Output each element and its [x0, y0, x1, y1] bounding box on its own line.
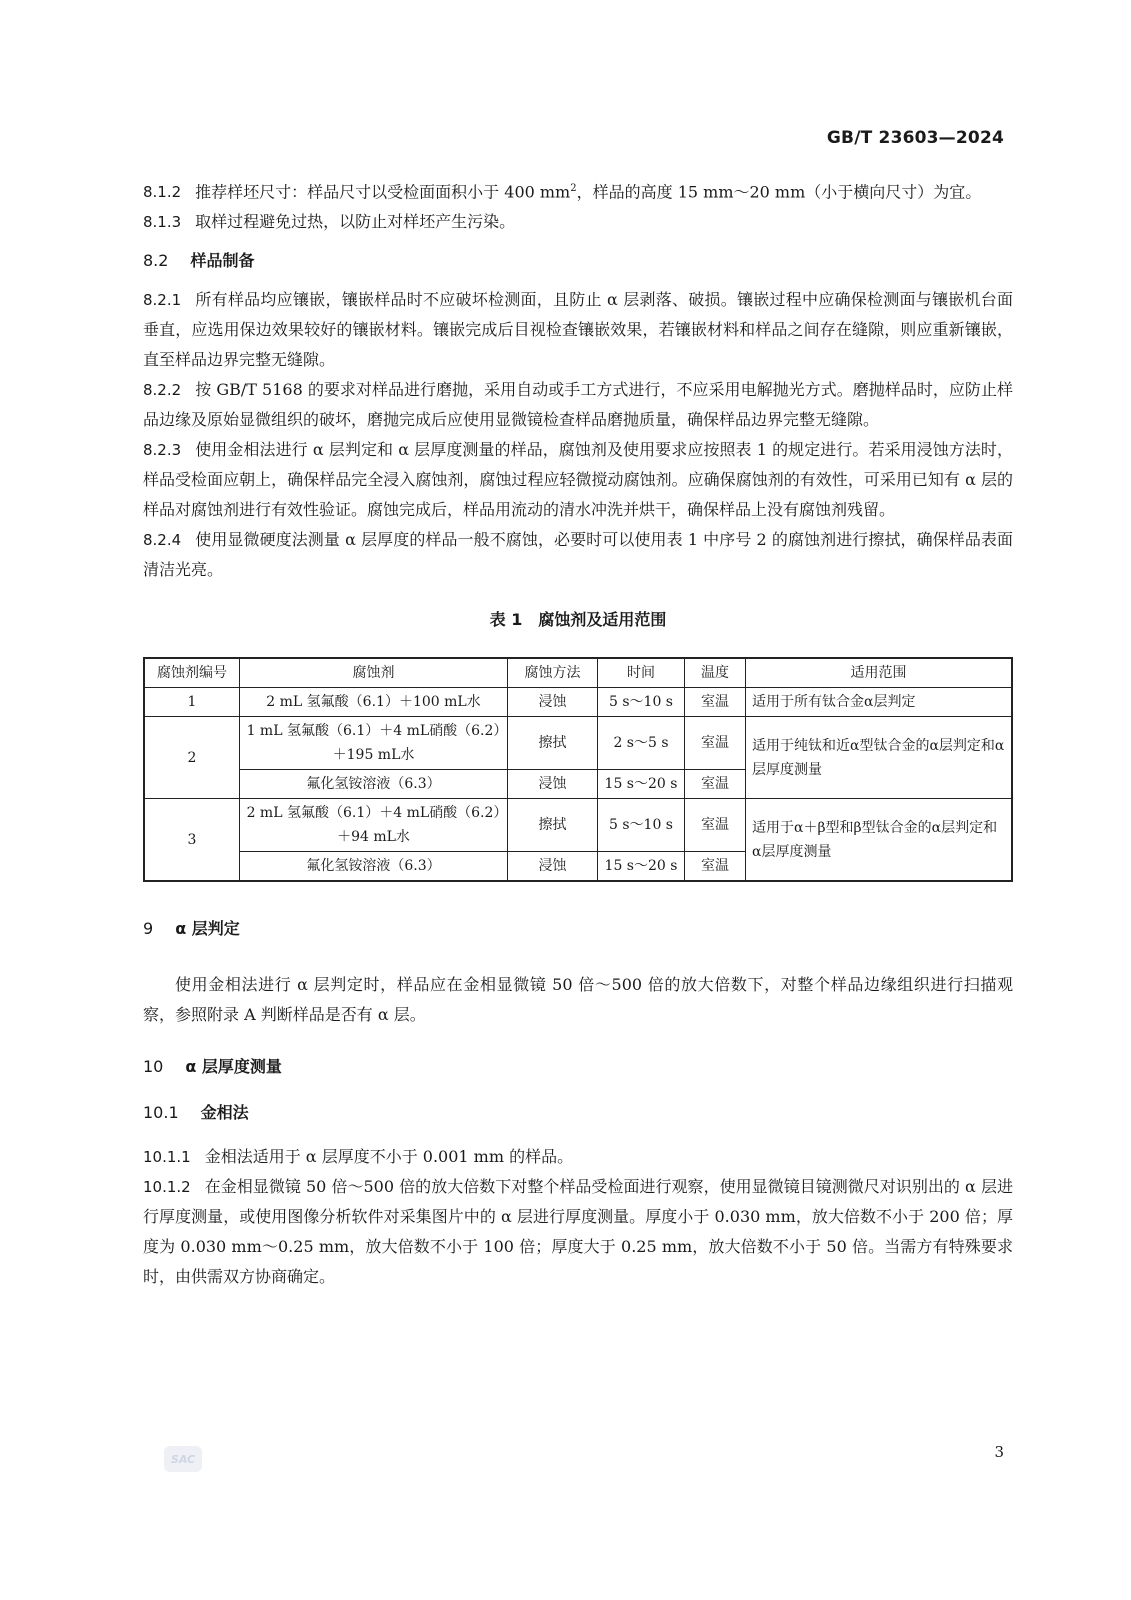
- table-cell: 室温: [685, 770, 746, 799]
- heading-10: [143, 1052, 1013, 1082]
- clause-text: 推荐样坯尺寸：样品尺寸以受检面面积小于 400 mm: [195, 182, 571, 202]
- heading-title: α 层厚度测量: [185, 1057, 282, 1077]
- header-cell: 腐蚀方法: [508, 658, 598, 688]
- table-cell: 2: [144, 717, 240, 799]
- clause-8-1-3: [143, 207, 1013, 237]
- table-cell: 氟化氢铵溶液（6.3）: [240, 852, 508, 882]
- clause-text: ，样品的高度 15 mm～20 mm（小于横向尺寸）为宜。: [576, 182, 982, 202]
- table-cell: 5 s～10 s: [598, 799, 685, 852]
- heading-number: 8.2: [143, 251, 169, 271]
- table-cell: 擦拭: [508, 717, 598, 770]
- heading-9: [143, 914, 1013, 944]
- clause-text: 使用显微硬度法测量 α 层厚度的样品一般不腐蚀，必要时可以使用表 1 中序号 2 的腐蚀剂进行擦拭，确保样品表面清洁光亮。: [143, 530, 1013, 580]
- clause-8-2-4: [143, 525, 1013, 585]
- heading-8-2: [143, 246, 1013, 276]
- table-cell: 室温: [685, 799, 746, 852]
- table-row: [144, 717, 1012, 770]
- heading-title: 金相法: [200, 1103, 249, 1123]
- clause-number: 10.1.2: [143, 1178, 191, 1197]
- header-cell: 腐蚀剂编号: [144, 658, 240, 688]
- header-cell: 时间: [598, 658, 685, 688]
- heading-10-1: [143, 1098, 1013, 1128]
- section-9-body: 使用金相法进行 α 层判定时，样品应在金相显微镜 50 倍～500 倍的放大倍数下，对整个样品边缘组织进行扫描观察，参照附录 A 判断样品是否有 α 层。: [143, 975, 1013, 1025]
- clause-text: 在金相显微镜 50 倍～500 倍的放大倍数下对整个样品受检面进行观察，使用显微镜目镜测微尺对识别出的 α 层进行厚度测量，或使用图像分析软件对采集图片中的 α 层进行厚度测量。厚度小于 0.030 mm，放大倍数不小于 200 倍；厚度为 0.030 mm～0.25 mm，放大倍数不小于 100 倍；厚度大于 0.25 mm，放大倍数不小于 50 倍。当需方有特殊要求时，由供需双方协商确定。: [143, 1177, 1013, 1287]
- page-body: [143, 174, 1013, 1292]
- table-cell: 浸蚀: [508, 770, 598, 799]
- table-cell: 氟化氢铵溶液（6.3）: [240, 770, 508, 799]
- clause-text: 取样过程避免过热，以防止对样坯产生污染。: [195, 212, 516, 232]
- clause-number: 10.1.1: [143, 1148, 191, 1167]
- table-cell: 15 s～20 s: [598, 852, 685, 882]
- clause-number: 8.2.2: [143, 381, 182, 400]
- heading-number: 9: [143, 919, 154, 939]
- clause-10-1-2: [143, 1172, 1013, 1292]
- clause-8-2-1: [143, 285, 1013, 375]
- clause-text: 按 GB/T 5168 的要求对样品进行磨抛，采用自动或手工方式进行，不应采用电解抛光方式。磨抛样品时，应防止样品边缘及原始显微组织的破坏，磨抛完成后应使用显微镜检查样品磨抛质量，确保样品边界完整无缝隙。: [143, 380, 1013, 430]
- heading-number: 10: [143, 1057, 164, 1077]
- sac-logo: SAC: [164, 1446, 202, 1472]
- clause-number: 8.2.1: [143, 291, 182, 310]
- table-cell: 擦拭: [508, 799, 598, 852]
- clause-text: 所有样品均应镶嵌，镶嵌样品时不应破坏检测面，且防止 α 层剥落、破损。镶嵌过程中应确保检测面与镶嵌机台面垂直，应选用保边效果较好的镶嵌材料。镶嵌完成后目视检查镶嵌效果，若镶嵌材料和样品之间存在缝隙，则应重新镶嵌，直至样品边界完整无缝隙。: [143, 290, 1013, 370]
- table-cell: 适用于纯钛和近α型钛合金的α层判定和α层厚度测量: [746, 717, 1013, 799]
- clause-10-1-1: [143, 1142, 1013, 1172]
- clause-8-1-2: [143, 174, 1013, 207]
- clause-8-2-3: [143, 435, 1013, 525]
- clause-number: 8.1.3: [143, 213, 182, 232]
- table-cell: 2 s～5 s: [598, 717, 685, 770]
- header-cell: 腐蚀剂: [240, 658, 508, 688]
- table-header-row: [144, 658, 1012, 688]
- page-number: 3: [994, 1443, 1004, 1461]
- table-cell: 浸蚀: [508, 688, 598, 717]
- table-cell: 3: [144, 799, 240, 882]
- header-cell: 温度: [685, 658, 746, 688]
- table-cell: 室温: [685, 717, 746, 770]
- table-cell: 1: [144, 688, 240, 717]
- clause-8-2-2: [143, 375, 1013, 435]
- heading-title: α 层判定: [175, 919, 240, 939]
- table-cell: 室温: [685, 688, 746, 717]
- table-cell: 浸蚀: [508, 852, 598, 882]
- clause-number: 8.2.4: [143, 531, 182, 550]
- table-cell: 15 s～20 s: [598, 770, 685, 799]
- table-cell: 1 mL 氢氟酸（6.1）＋4 mL硝酸（6.2）＋195 mL水: [240, 717, 508, 770]
- header-cell: 适用范围: [746, 658, 1013, 688]
- table-caption: 表 1 腐蚀剂及适用范围: [489, 610, 667, 630]
- table-cell: 适用于α＋β型和β型钛合金的α层判定和α层厚度测量: [746, 799, 1013, 882]
- superscript: 2: [570, 183, 577, 194]
- table-cell: 室温: [685, 852, 746, 882]
- clause-number: 8.2.3: [143, 441, 182, 460]
- clause-number: 8.1.2: [143, 183, 182, 202]
- heading-number: 10.1: [143, 1103, 179, 1123]
- standard-number: GB/T 23603—2024: [826, 128, 1004, 148]
- clause-text: 使用金相法进行 α 层判定和 α 层厚度测量的样品，腐蚀剂及使用要求应按照表 1 的规定进行。若采用浸蚀方法时，样品受检面应朝上，确保样品完全浸入腐蚀剂，腐蚀过程应轻微搅动腐蚀剂。应确保腐蚀剂的有效性，可采用已知有 α 层的样品对腐蚀剂进行有效性验证。腐蚀完成后，样品用流动的清水冲洗并烘干，确保样品上没有腐蚀剂残留。: [143, 440, 1013, 520]
- table-row: [144, 688, 1012, 717]
- table-cell: 5 s～10 s: [598, 688, 685, 717]
- table-row: [144, 799, 1012, 852]
- heading-title: 样品制备: [190, 251, 255, 271]
- etchant-table: [143, 657, 1013, 882]
- table-cell: 2 mL 氢氟酸（6.1）＋100 mL水: [240, 688, 508, 717]
- table-cell: 适用于所有钛合金α层判定: [746, 688, 1013, 717]
- clause-text: 金相法适用于 α 层厚度不小于 0.001 mm 的样品。: [204, 1147, 574, 1167]
- table-cell: 2 mL 氢氟酸（6.1）＋4 mL硝酸（6.2）＋94 mL水: [240, 799, 508, 852]
